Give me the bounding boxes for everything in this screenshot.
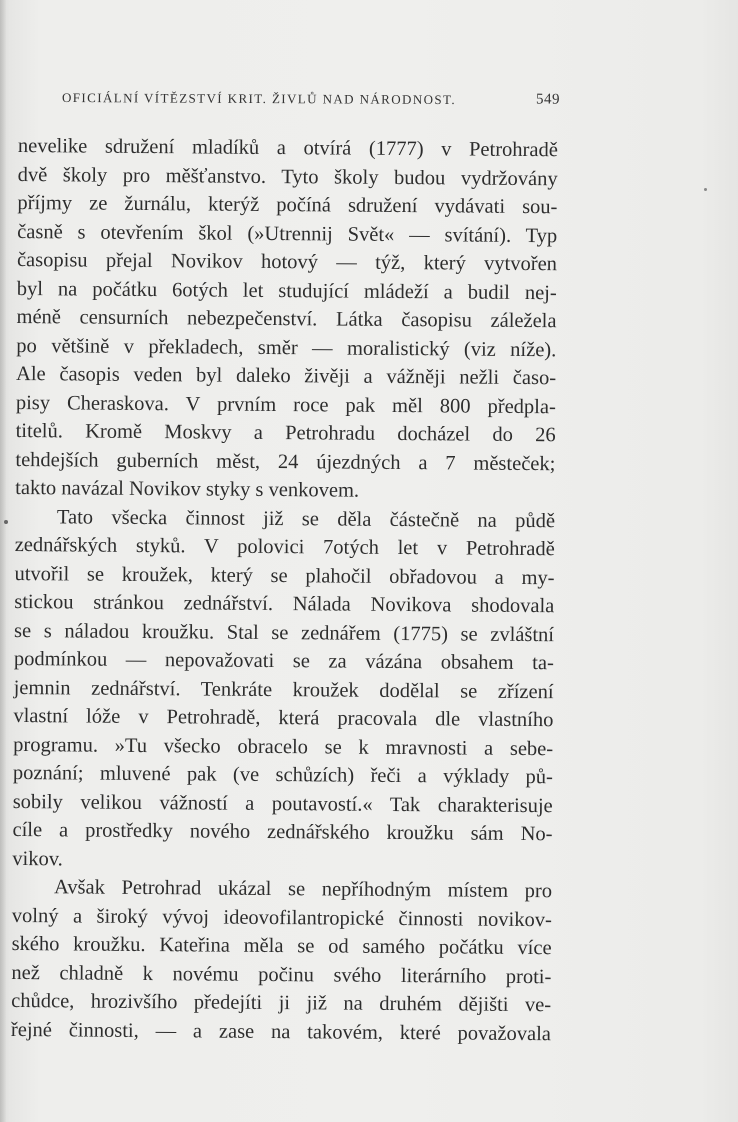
text-line: časně s otevřením škol (»Utrennij Svět« — svítání). Typ: [17, 220, 558, 247]
text-line: Avšak Petrohrad ukázal se nepříhodným místem pro: [53, 876, 553, 903]
running-header: [62, 90, 560, 115]
text-line: dvě školy pro měšťanstvo. Tyto školy budou vydržovány: [17, 163, 558, 190]
text-line: méně censurních nebezpečenství. Látka časopisu záležela: [16, 305, 557, 333]
text-line: volný a široký vývoj ideovofilantropické činnosti novikov-: [11, 904, 552, 931]
text-line: pisy Cheraskova. V prvním roce pak měl 800 předpla-: [15, 391, 556, 418]
text-line: Tato všecka činnost již se děla částečně na půdě: [56, 505, 556, 532]
page-spine-shadow: [0, 0, 6, 1122]
body-text: [11, 132, 558, 1048]
text-line: poznání; mluvené pak (ve schůzích) řeči a výklady pů-: [12, 761, 554, 789]
margin-speck: [4, 520, 8, 524]
text-line: Ale časopis veden byl daleko živěji a vážněji nežli časo-: [16, 362, 557, 390]
text-line: podmínkou — nepovažovati se za vázána obsahem ta-: [13, 647, 554, 675]
text-line: než chladně k novému počinu svého literárního proti-: [11, 961, 552, 988]
text-line: sobily velikou vážností a poutavostí.« Tak charakterisuje: [12, 790, 553, 817]
text-line: cíle a prostředky nového zednářského kroužku sám No-: [12, 818, 553, 846]
running-header-title: OFICIÁLNÍ VÍTĚZSTVÍ KRIT. ŽIVLŮ NAD NÁRODNOST.: [61, 90, 457, 108]
text-line: tehdejších guberních měst, 24 újezdných a 7 městeček;: [15, 448, 556, 475]
text-line: se s náladou kroužku. Stal se zednářem (1775) se zvláštní: [13, 619, 555, 646]
margin-speck: [704, 188, 707, 191]
text-line: příjmy ze žurnálu, kterýž počíná sdružení vydávati sou-: [17, 191, 558, 219]
text-line: utvořil se kroužek, který se plahočil obřadovou a my-: [14, 562, 555, 589]
text-line: po většině v překladech, směr — moralistický (viz níže).: [16, 334, 557, 361]
text-line: takto navázal Novikov styky s venkovem.: [15, 476, 360, 502]
text-line: chůdce, hrozivšího předejíti ji již na druhém dějišti ve-: [11, 989, 552, 1017]
page-number: 549: [535, 91, 561, 108]
text-line: titelů. Kromě Moskvy a Petrohradu docházel do 26: [15, 419, 556, 447]
text-line: časopisu přejal Novikov hotový — týž, který vytvořen: [16, 248, 558, 276]
text-line: programu. »Tu všecko obracelo se k mravnosti a sebe-: [13, 733, 554, 760]
text-line: vikov.: [12, 847, 63, 870]
text-line: ského kroužku. Kateřina měla se od samého počátku více: [11, 932, 552, 960]
text-line: jemnin zednářství. Tenkráte kroužek dodělal se zřízení: [13, 676, 554, 703]
text-line: nevelike sdružení mladíků a otvírá (1777) v Petrohradě: [17, 134, 558, 162]
text-line: zednářských styků. V polovici 7otých let v Petrohradě: [14, 533, 555, 561]
text-line: stickou stránkou zednářství. Nálada Novikova shodovala: [14, 590, 555, 618]
text-line: byl na počátku 6otých let studující mládeží a budil nej-: [16, 277, 557, 304]
text-line: vlastní lóže v Petrohradě, která pracovala dle vlastního: [13, 704, 554, 732]
text-line: řejné činnosti, — a zase na takovém, které považovala: [10, 1018, 552, 1045]
